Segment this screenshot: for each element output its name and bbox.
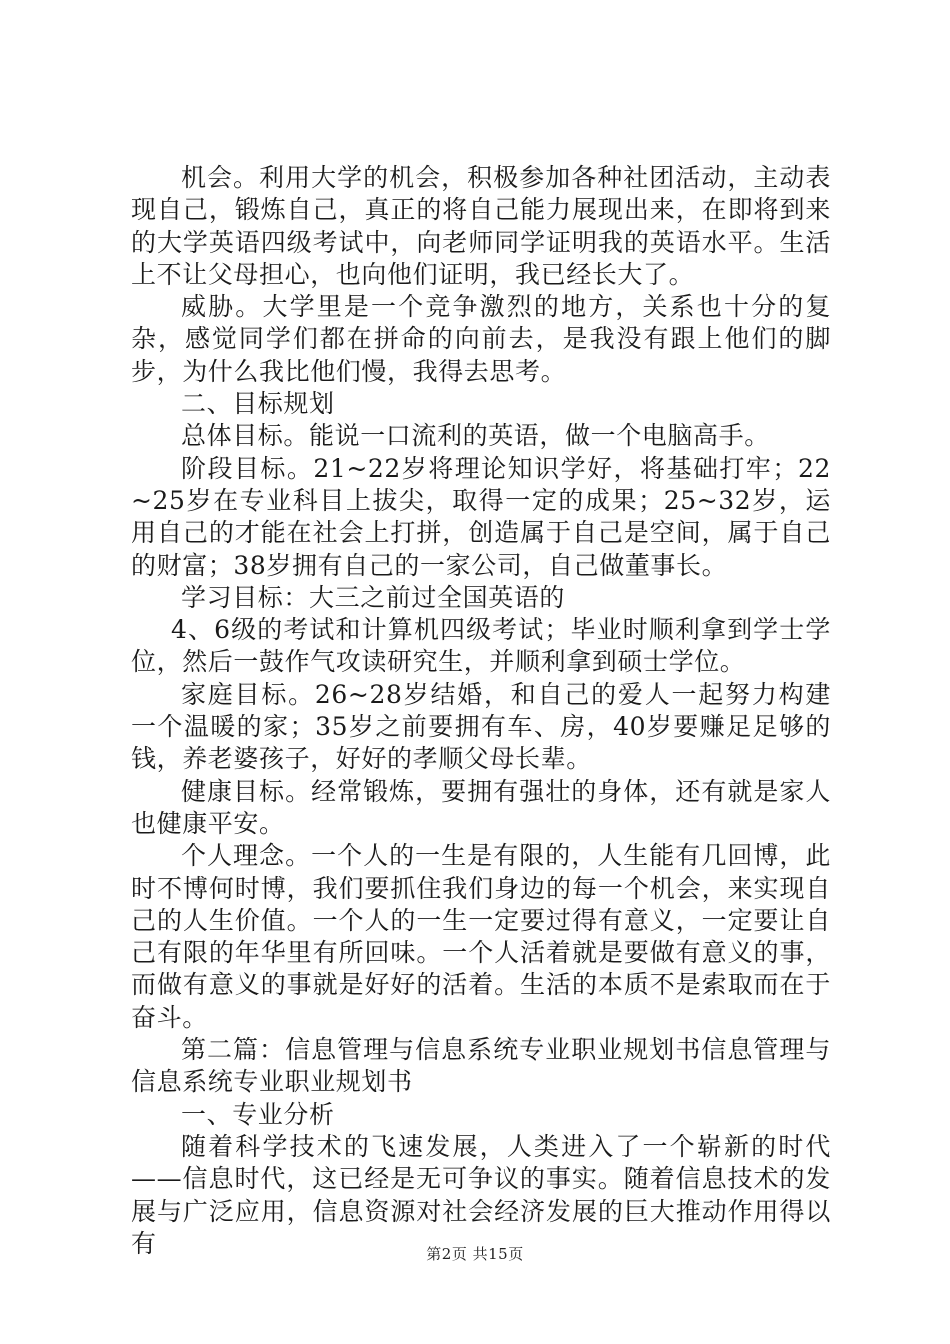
document-body [131, 162, 831, 1260]
paragraph-stage-goal: 阶段目标。21~22岁将理论知识学好，将基础打牢；22~25岁在专业科目上拔尖，取得一定的成果；25~32岁，运用自己的才能在社会上打拼，创造属于自己是空间，属于自己的财富；38岁拥有自己的一家公司，自己做董事长。 [131, 453, 831, 580]
heading-major-analysis: 一、专业分析 [181, 1099, 335, 1129]
page-number-footer: 第2页 共15页 [426, 1245, 524, 1263]
paragraph-threat: 威胁。大学里是一个竞争激烈的地方，关系也十分的复杂，感觉同学们都在拼命的向前去，是我没有跟上他们的脚步，为什么我比他们慢，我得去思考。 [131, 292, 831, 386]
paragraph-family-goal: 家庭目标。26~28岁结婚，和自己的爱人一起努力构建一个温暖的家；35岁之前要拥有车、房，40岁要赚足足够的钱，养老婆孩子，好好的孝顺父母长辈。 [131, 679, 831, 774]
paragraph-study-goal-continued: 4、6级的考试和计算机四级考试；毕业时顺利拿到学士学位，然后一鼓作气攻读研究生，并顺利拿到硕士学位。 [131, 615, 831, 677]
paragraph-health-goal: 健康目标。经常锻炼，要拥有强壮的身体，还有就是家人也健康平安。 [131, 776, 831, 838]
paragraph-overall-goal: 总体目标。能说一口流利的英语，做一个电脑高手。 [181, 421, 770, 451]
paragraph-study-goal: 学习目标：大三之前过全国英语的 [181, 582, 566, 612]
paragraph-opportunity: 机会。利用大学的机会，积极参加各种社团活动，主动表现自己，锻炼自己，真正的将自己能力展现出来，在即将到来的大学英语四级考试中，向老师同学证明我的英语水平。生活上不让父母担心，也向他们证明，我已经长大了。 [131, 163, 831, 289]
paragraph-personal-philosophy: 个人理念。一个人的一生是有限的，人生能有几回博，此时不博何时博，我们要抓住我们身边的每一个机会，来实现自己的人生价值。一个人的一生一定要过得有意义，一定要让自己有限的年华里有所回味。一个人活着就是要做有意义的事，而做有意义的事就是好好的活着。生活的本质不是索取而在于奋斗。 [131, 841, 831, 1032]
heading-goal-planning: 二、目标规划 [181, 389, 335, 419]
paragraph-major-analysis: 随着科学技术的飞速发展，人类进入了一个崭新的时代——信息时代，这已经是无可争议的事实。随着信息技术的发展与广泛应用，信息资源对社会经济发展的巨大推动作用得以有 [131, 1131, 831, 1258]
heading-second-article: 第二篇：信息管理与信息系统专业职业规划书信息管理与信息系统专业职业规划书 [131, 1035, 831, 1097]
